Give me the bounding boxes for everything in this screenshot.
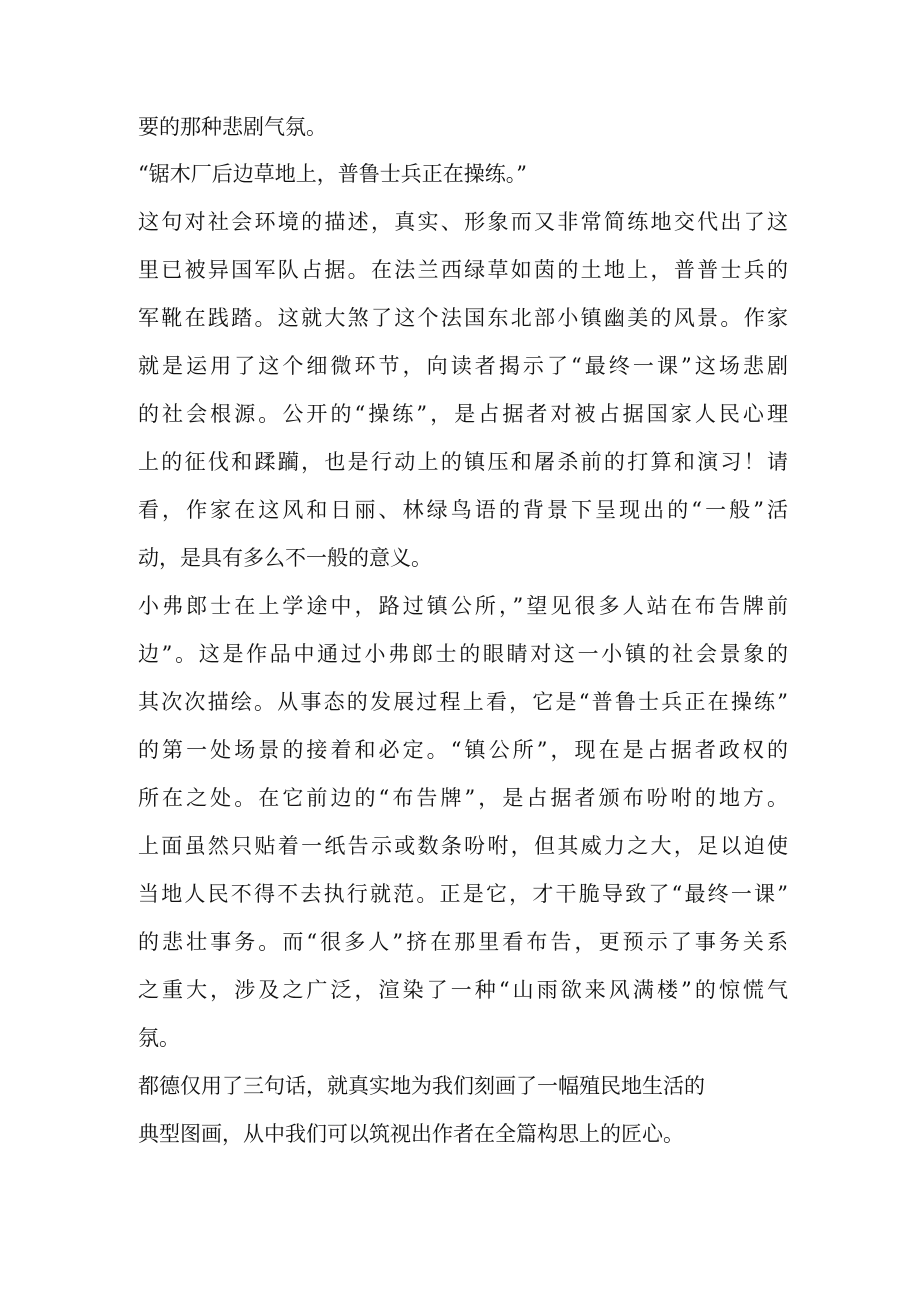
text-line: 看，作家在这风和日丽、林绿鸟语的背景下呈现出的“一般”活	[138, 498, 788, 522]
text-line: 要的那种悲剧气氛。	[138, 115, 327, 139]
text-line: 都德仅用了三句话，就真实地为我们刻画了一幅殖民地生活的	[138, 1074, 705, 1098]
text-line: 里已被异国军队占据。在法兰西绿草如茵的土地上，普普士兵的	[138, 258, 788, 282]
text-line: 之重大，涉及之广泛，渲染了一种“山雨欲来风满楼”的惊慌气	[138, 978, 788, 1002]
text-line: 动，是具有多么不一般的意义。	[138, 546, 432, 570]
text-line: 所在之处。在它前边的“布告牌”，是占据者颁布吩咐的地方。	[138, 786, 788, 810]
text-line: 上面虽然只贴着一纸告示或数条吩咐，但其威力之大，足以迫使	[138, 834, 788, 858]
text-line: 这句对社会环境的描述，真实、形象而又非常简练地交代出了这	[138, 210, 788, 234]
text-line: 的第一处场景的接着和必定。“镇公所”，现在是占据者政权的	[138, 738, 788, 762]
text-line: 的悲壮事务。而“很多人”挤在那里看布告，更预示了事务关系	[138, 930, 788, 954]
text-line: 军靴在践踏。这就大煞了这个法国东北部小镇幽美的风景。作家	[138, 306, 788, 330]
text-line: 的社会根源。公开的“操练”，是占据者对被占据国家人民心理	[138, 402, 788, 426]
text-line: 当地人民不得不去执行就范。正是它，才干脆导致了“最终一课”	[138, 882, 788, 906]
text-line: 上的征伐和蹂躏，也是行动上的镇压和屠杀前的打算和演习！请	[138, 450, 788, 474]
text-line: 小弗郎士在上学途中，路过镇公所，”望见很多人站在布告牌前	[138, 594, 788, 618]
text-line: 边”。这是作品中通过小弗郎士的眼睛对这一小镇的社会景象的	[138, 642, 788, 666]
text-line: 典型图画，从中我们可以筑视出作者在全篇构思上的匠心。	[138, 1122, 684, 1146]
text-line: 氛。	[138, 1026, 180, 1050]
text-line: 其次次描绘。从事态的发展过程上看，它是“普鲁士兵正在操练”	[138, 690, 788, 714]
text-line: 就是运用了这个细微环节，向读者揭示了“最终一课”这场悲剧	[138, 354, 788, 378]
text-line: “锯木厂后边草地上，普鲁士兵正在操练。”	[138, 162, 527, 186]
